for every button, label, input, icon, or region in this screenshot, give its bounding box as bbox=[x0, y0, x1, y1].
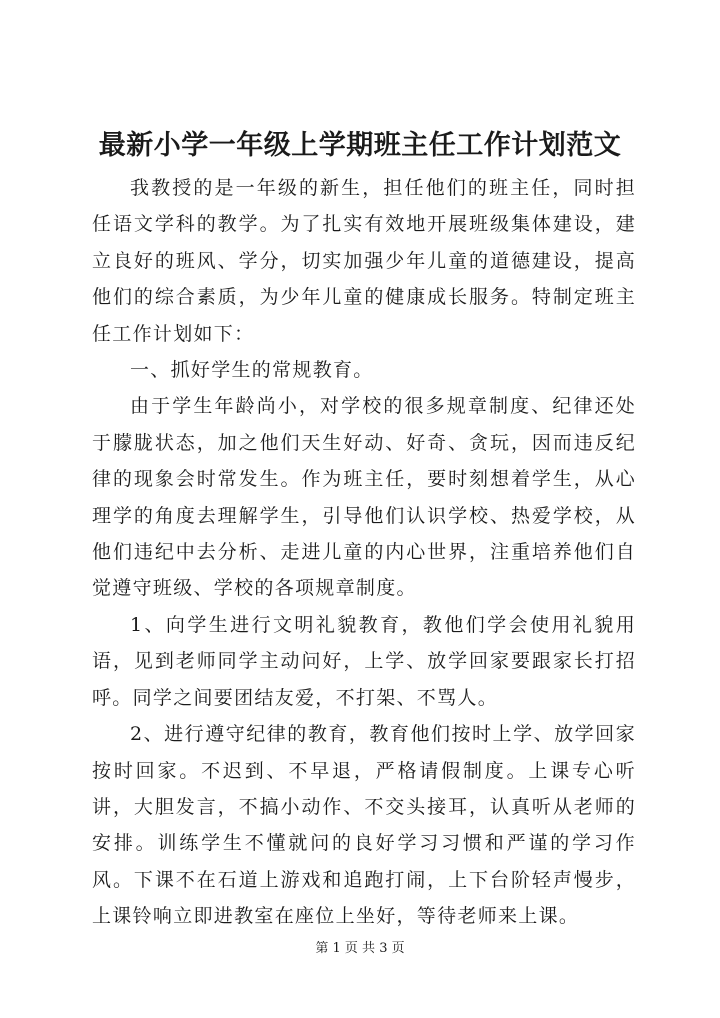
document-title: 最新小学一年级上学期班主任工作计划范文 bbox=[98, 130, 622, 161]
document-body bbox=[92, 170, 636, 935]
section-heading: 一、抓好学生的常规教育。 bbox=[130, 359, 374, 382]
page-footer: 第 1 页 共 3 页 bbox=[315, 941, 405, 956]
paragraph-section-1: 由于学生年龄尚小，对学校的很多规章制度、纪律还处于朦胧状态，加之他们天生好动、好奇、贪玩，因而违反纪律的现象会时常发生。作为班主任，要时刻想着学生，从心理学的角度去理解学生，引导他们认识学校、热爱学校，从他们违纪中去分析、走进儿童的内心世界，注重培养他们自觉遵守班级、学校的各项规章制度。 bbox=[92, 395, 636, 600]
paragraph-item-2: 2、进行遵守纪律的教育，教育他们按时上学、放学回家按时回家。不迟到、不早退，严格请假制度。上课专心听讲，大胆发言，不搞小动作、不交头接耳，认真听从老师的安排。训练学生不懂就问的良好学习习惯和严谨的学习作风。下课不在石道上游戏和追跑打闹，上下台阶轻声慢步，上课铃响立即进教室在座位上坐好，等待老师来上课。 bbox=[92, 723, 636, 928]
paragraph-item-1: 1、向学生进行文明礼貌教育，教他们学会使用礼貌用语，见到老师同学主动问好，上学、放学回家要跟家长打招呼。同学之间要团结友爱，不打架、不骂人。 bbox=[92, 613, 636, 709]
paragraph-intro: 我教授的是一年级的新生，担任他们的班主任，同时担任语文学科的教学。为了扎实有效地开展班级集体建设，建立良好的班风、学分，切实加强少年儿童的道德建设，提高他们的综合素质，为少年儿童的健康成长服务。特制定班主任工作计划如下： bbox=[92, 177, 636, 345]
